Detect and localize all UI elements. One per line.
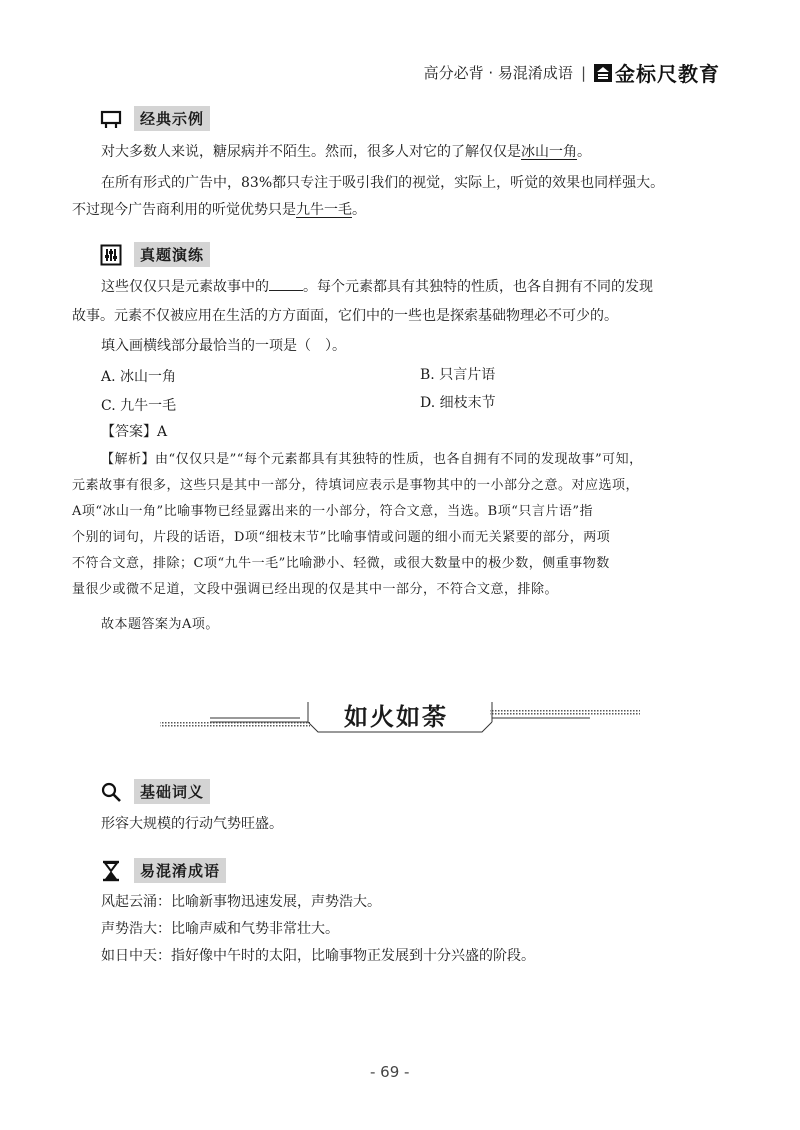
example-text: 对大多数人来说，糖尿病并不陌生。然而，很多人对它的了解仅仅是 xyxy=(101,144,521,160)
option-c: C. 九牛一毛 xyxy=(101,398,177,414)
section-header-example xyxy=(100,106,210,131)
page-number: - 69 - xyxy=(370,1063,410,1081)
easel-icon xyxy=(100,108,122,130)
section-title-basic: 基础词义 xyxy=(134,779,210,804)
question-stem-line2 xyxy=(72,304,732,328)
example-paragraph-1 xyxy=(101,140,721,164)
section-title-confusing: 易混淆成语 xyxy=(134,858,226,883)
punctuation: 。 xyxy=(352,202,366,218)
brand-logo-icon xyxy=(594,64,612,82)
fill-in-blank xyxy=(269,278,303,291)
punctuation: 。 xyxy=(577,144,591,160)
basic-meaning: 形容大规模的行动气势旺盛。 xyxy=(101,816,283,832)
sliders-icon xyxy=(100,244,122,266)
analysis-line: 元素故事有很多，这些只是其中一部分，待填词应表示是事物其中的一小部分之意。对应选项， xyxy=(72,478,640,493)
running-header xyxy=(424,58,720,87)
conclusion: 故本题答案为A项。 xyxy=(101,617,219,632)
brand-name: 金标尺教育 xyxy=(615,62,720,86)
analysis-line: A项“冰山一角”比喻事物已经显露出来的一小部分，符合文意，当选。B项“只言片语”指 xyxy=(72,504,594,519)
idiom-title: 如火如荼 xyxy=(344,703,448,731)
analysis-line: 不符合文意，排除；C项“九牛一毛”比喻渺小、轻微，或很大数量中的极少数，侧重事物数 xyxy=(72,556,610,571)
option-d: D. 细枝末节 xyxy=(420,395,496,411)
magnifier-icon xyxy=(100,781,122,803)
question-prompt: 填入画横线部分最恰当的一项是（ ）。 xyxy=(101,338,346,354)
confusing-idiom: 声势浩大：比喻声威和气势非常壮大。 xyxy=(101,921,339,937)
confusing-idiom: 如日中天：指好像中午时的太阳，比喻事物正发展到十分兴盛的阶段。 xyxy=(101,948,535,964)
underlined-idiom: 冰山一角 xyxy=(521,144,577,160)
section-title-practice: 真题演练 xyxy=(134,242,210,267)
example-paragraph-2 xyxy=(101,171,741,195)
section-header-confusing xyxy=(100,858,226,883)
stem-text: 。每个元素都具有其独特的性质，也各自拥有不同的发现 xyxy=(303,279,653,295)
brand xyxy=(594,58,720,87)
analysis-line: 量很少或微不足道，文段中强调已经出现的仅是其中一部分，不符合文意，排除。 xyxy=(72,582,559,597)
option-a: A. 冰山一角 xyxy=(101,369,177,385)
analysis-line: 【解析】由“仅仅只是”“每个元素都具有其独特的性质，也各自拥有不同的发现故事”可知， xyxy=(101,452,643,467)
section-header-practice xyxy=(100,242,210,267)
option-b: B. 只言片语 xyxy=(420,367,496,383)
header-title: 高分必背 · 易混淆成语 xyxy=(423,64,573,82)
question-stem-line1 xyxy=(101,275,741,299)
example-text: 在所有形式的广告中，83%都只专注于吸引我们的视觉，实际上，听觉的效果也同样强大。 xyxy=(101,175,665,191)
stem-text: 这些仅仅只是元素故事中的 xyxy=(101,279,269,295)
section-header-basic xyxy=(100,779,210,804)
example-paragraph-2-cont xyxy=(72,198,712,222)
answer: 【答案】A xyxy=(101,424,168,440)
confusing-idiom: 风起云涌：比喻新事物迅速发展，声势浩大。 xyxy=(101,894,381,910)
header-separator: | xyxy=(580,63,586,82)
example-text: 不过现今广告商利用的听觉优势只是 xyxy=(72,202,296,218)
analysis-line: 个别的词句，片段的话语，D项“细枝末节”比喻事情或问题的细小而无关紧要的部分，两项 xyxy=(72,530,611,545)
hourglass-icon xyxy=(100,860,122,882)
section-title-example: 经典示例 xyxy=(134,106,210,131)
underlined-idiom: 九牛一毛 xyxy=(296,202,352,218)
stem-text: 故事。元素不仅被应用在生活的方方面面，它们中的一些也是探索基础物理必不可少的。 xyxy=(72,308,618,324)
